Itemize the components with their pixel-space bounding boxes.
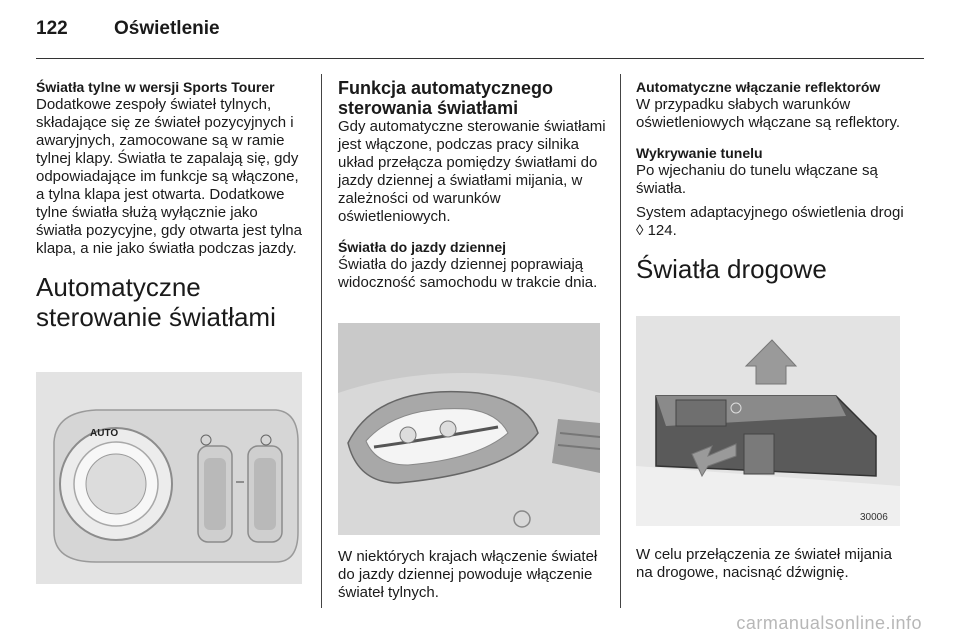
- header-divider: [36, 58, 924, 59]
- heading-auto-function: Funkcja automatycznego sterowania światłami: [338, 78, 554, 118]
- light-switch-figure: [36, 372, 302, 584]
- column-1: [36, 78, 306, 348]
- column-2-bottom: [338, 548, 606, 614]
- headlight-figure: [338, 323, 600, 535]
- lever-illustration: [636, 316, 900, 526]
- paragraph-drl-tail: W niektórych krajach włączenie świateł do jazdy dziennej powoduje włączenie świateł tylnych.: [338, 548, 598, 601]
- paragraph-adaptive: System adaptacyjnego oświetlenia drogi ◊ 124.: [636, 204, 904, 239]
- column-divider-1: [321, 74, 322, 608]
- column-2: [338, 78, 606, 304]
- paragraph-auto-headlights: W przypadku słabych warunków oświetleniowych włączane są reflektory.: [636, 96, 901, 131]
- page-number: 122: [36, 18, 68, 39]
- subheading-tunnel: Wykrywanie tunelu: [636, 145, 763, 161]
- column-3-bottom: [636, 546, 906, 594]
- watermark: carmanualsonline.info: [736, 613, 922, 633]
- subheading-sports-tourer: Światła tylne w wersji Sports Tourer: [36, 79, 275, 95]
- subheading-drl: Światła do jazdy dziennej: [338, 239, 507, 255]
- page-header: [36, 18, 220, 40]
- heading-auto-lights: Automatyczne sterowanie światłami: [36, 272, 276, 332]
- heading-high-beam: Światła drogowe: [636, 254, 827, 284]
- headlight-illustration: [338, 323, 600, 535]
- column-3: [636, 78, 906, 300]
- page-title: Oświetlenie: [114, 18, 220, 39]
- paragraph-high-beam: W celu przełączenia ze świateł mijania na drogowe, nacisnąć dźwignię.: [636, 546, 892, 581]
- paragraph-sports-tourer: Dodatkowe zespoły świateł tylnych, składające się ze świateł pozycyjnych i awaryjnych, zamocowane są w ramie tylnej klapy. Światła te zapalają się, gdy odpowiadające im funkcje są włączone, a tylna klapa jest otwarta. Dodatkowe tylne światła służą wyłącznie jako światła pozycyjne, gdy otwarta jest tylna klapa, a nie jako światła podczas jazdy.: [36, 96, 302, 257]
- paragraph-drl: Światła do jazdy dziennej poprawiają widoczność samochodu w trakcie dnia.: [338, 256, 598, 291]
- paragraph-auto-function: Gdy automatyczne sterowanie światłami jest włączone, podczas pracy silnika układ przełącza pomiędzy światłami do jazdy dziennej a światłami mijania, w zależności od warunków oświetleniowych.: [338, 118, 606, 225]
- lever-figure: [636, 316, 900, 526]
- subheading-auto-headlights: Automatyczne włączanie reflektorów: [636, 79, 881, 95]
- column-divider-2: [620, 74, 621, 608]
- paragraph-tunnel: Po wjechaniu do tunelu włączane są światła.: [636, 162, 878, 197]
- light-switch-illustration: [36, 372, 302, 584]
- auto-label: AUTO: [90, 428, 119, 439]
- figure-code: 30006: [860, 512, 888, 523]
